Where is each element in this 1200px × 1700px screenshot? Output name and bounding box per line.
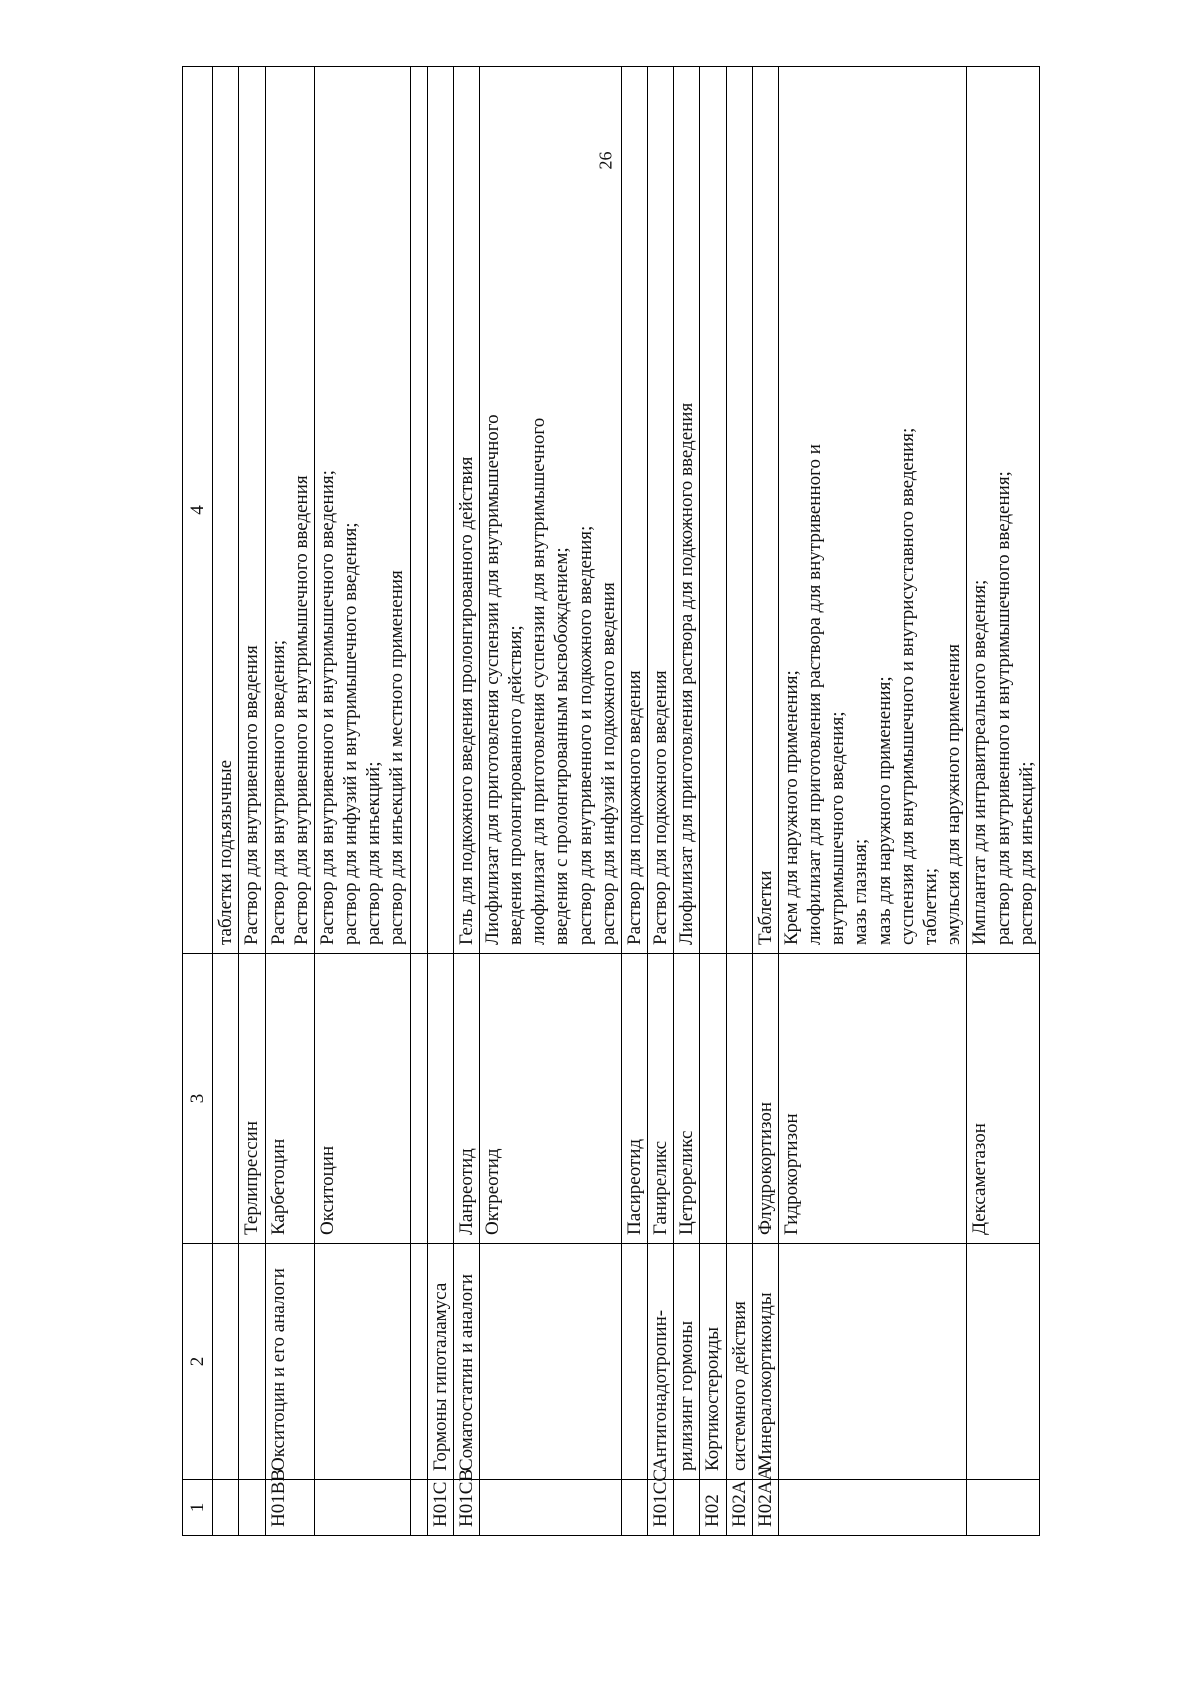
group-cell: Антигонадотропин- bbox=[648, 1244, 674, 1480]
dosage-form-line: раствор для инфузий и подкожного введения bbox=[597, 582, 619, 945]
group-cell: Гормоны гипоталамуса bbox=[427, 1244, 453, 1480]
dosage-form-line: Раствор для внутривенного и внутримышечного введения bbox=[290, 475, 312, 945]
group-cell bbox=[967, 1244, 1040, 1480]
dosage-forms-cell bbox=[479, 67, 621, 954]
atc-code-cell: H01CC bbox=[648, 1480, 674, 1536]
table-row bbox=[648, 67, 674, 1536]
group-cell bbox=[410, 1244, 427, 1480]
table-row bbox=[479, 67, 621, 1536]
group-cell bbox=[314, 1244, 410, 1480]
table-header-row bbox=[183, 67, 213, 1536]
atc-code-cell bbox=[479, 1480, 621, 1536]
table-row bbox=[726, 67, 752, 1536]
drug-name-cell bbox=[213, 954, 239, 1244]
dosage-form-line: раствор для инъекций; bbox=[363, 761, 385, 945]
dosage-form-line: лиофилизат для приготовления раствора для внутривенного и bbox=[804, 444, 826, 945]
atc-code-cell bbox=[314, 1480, 410, 1536]
dosage-forms-cell bbox=[752, 67, 778, 954]
group-cell bbox=[239, 1244, 265, 1480]
table-row bbox=[778, 67, 966, 1536]
dosage-form-line: Раствор для внутривенного введения; bbox=[267, 640, 289, 945]
dosage-forms-cell bbox=[674, 67, 700, 954]
group-cell: рилизинг гормоны bbox=[674, 1244, 700, 1480]
atc-code-cell bbox=[239, 1480, 265, 1536]
atc-code-cell bbox=[621, 1480, 647, 1536]
dosage-forms-cell bbox=[265, 67, 314, 954]
table-row bbox=[967, 67, 1040, 1536]
atc-code-cell bbox=[213, 1480, 239, 1536]
table-row bbox=[239, 67, 265, 1536]
dosage-form-line: раствор для инъекций; bbox=[1015, 761, 1037, 945]
dosage-form-line: Раствор для внутривенного и внутримышечного введения; bbox=[316, 470, 338, 945]
atc-code-cell: H02A bbox=[726, 1480, 752, 1536]
drug-name-cell: Окситоцин bbox=[314, 954, 410, 1244]
dosage-forms-cell bbox=[410, 67, 427, 954]
dosage-form-line: Гель для подкожного введения пролонгированного действия bbox=[455, 456, 477, 945]
dosage-form-line: суспензия для внутримышечного и внутрисуставного введения; bbox=[896, 427, 918, 945]
dosage-forms-cell bbox=[621, 67, 647, 954]
drug-name-cell: Терлипрессин bbox=[239, 954, 265, 1244]
dosage-form-line: мазь для наружного применения; bbox=[873, 676, 895, 945]
atc-code-cell: H01BB bbox=[265, 1480, 314, 1536]
dosage-form-line: Таблетки bbox=[754, 870, 776, 945]
dosage-form-line: раствор для инфузий и внутримышечного введения; bbox=[340, 522, 362, 945]
dosage-form-line: мазь глазная; bbox=[850, 838, 872, 945]
drug-name-cell bbox=[700, 954, 726, 1244]
drug-name-cell: Ганиреликс bbox=[648, 954, 674, 1244]
drug-table bbox=[182, 66, 1040, 1536]
dosage-forms-cell bbox=[726, 67, 752, 954]
page-number-text: 26 bbox=[595, 151, 616, 169]
group-cell bbox=[621, 1244, 647, 1480]
table-body bbox=[213, 67, 1040, 1536]
group-cell: системного действия bbox=[726, 1244, 752, 1480]
dosage-form-line: раствор для внутривенного и внутримышечного введения; bbox=[992, 471, 1014, 945]
atc-code-cell: H01CB bbox=[453, 1480, 479, 1536]
drug-name-cell bbox=[726, 954, 752, 1244]
dosage-form-line: Лиофилизат для приготовления раствора для подкожного введения bbox=[676, 402, 698, 945]
dosage-form-line: раствор для инъекций и местного применения bbox=[386, 570, 408, 945]
dosage-forms-cell bbox=[239, 67, 265, 954]
col-header-4: 4 bbox=[183, 67, 213, 954]
dosage-form-line: Раствор для подкожного введения bbox=[623, 670, 645, 945]
drug-name-cell: Октреотид bbox=[479, 954, 621, 1244]
drug-name-cell: Гидрокортизон bbox=[778, 954, 966, 1244]
dosage-forms-cell bbox=[778, 67, 966, 954]
atc-code-cell bbox=[410, 1480, 427, 1536]
rotated-table-container bbox=[182, 67, 1037, 1536]
table-row bbox=[314, 67, 410, 1536]
drug-name-cell bbox=[410, 954, 427, 1244]
col-header-1: 1 bbox=[183, 1480, 213, 1536]
dosage-form-line: введения пролонгированного действия; bbox=[505, 625, 527, 945]
atc-code-cell: H02 bbox=[700, 1480, 726, 1536]
dosage-form-line: таблетки; bbox=[919, 867, 941, 945]
drug-name-cell bbox=[427, 954, 453, 1244]
atc-code-cell bbox=[967, 1480, 1040, 1536]
table-row bbox=[265, 67, 314, 1536]
atc-code-cell bbox=[674, 1480, 700, 1536]
dosage-form-line: внутримышечного введения; bbox=[827, 711, 849, 945]
table-row bbox=[621, 67, 647, 1536]
group-cell: Окситоцин и его аналоги bbox=[265, 1244, 314, 1480]
group-cell bbox=[778, 1244, 966, 1480]
dosage-form-line: таблетки подъязычные bbox=[215, 759, 237, 945]
drug-name-cell: Дексаметазон bbox=[967, 954, 1040, 1244]
dosage-forms-cell bbox=[648, 67, 674, 954]
group-cell bbox=[479, 1244, 621, 1480]
group-cell bbox=[213, 1244, 239, 1480]
dosage-form-line: Лиофилизат для приготовления суспензии для внутримышечного bbox=[481, 414, 503, 945]
drug-name-cell: Цетрореликс bbox=[674, 954, 700, 1244]
table-row bbox=[700, 67, 726, 1536]
dosage-form-line: Раствор для подкожного введения bbox=[650, 670, 672, 945]
dosage-forms-cell bbox=[967, 67, 1040, 954]
dosage-form-line: Крем для наружного применения; bbox=[780, 670, 802, 945]
col-header-2: 2 bbox=[183, 1244, 213, 1480]
drug-name-cell: Ланреотид bbox=[453, 954, 479, 1244]
dosage-forms-cell bbox=[314, 67, 410, 954]
dosage-forms-cell bbox=[427, 67, 453, 954]
table-row bbox=[427, 67, 453, 1536]
dosage-forms-cell bbox=[700, 67, 726, 954]
dosage-form-line: Имплантат для интравитреального введения; bbox=[969, 579, 991, 945]
table-row bbox=[752, 67, 778, 1536]
table-row bbox=[674, 67, 700, 1536]
dosage-form-line: эмульсия для наружного применения bbox=[943, 644, 965, 945]
drug-name-cell: Флудрокортизон bbox=[752, 954, 778, 1244]
atc-code-cell: H02AA bbox=[752, 1480, 778, 1536]
dosage-form-line: лиофилизат для приготовления суспензии для внутримышечного bbox=[528, 417, 550, 945]
atc-code-cell: H01C bbox=[427, 1480, 453, 1536]
dosage-form-line: введения с пролонгированным высвобождением; bbox=[551, 547, 573, 945]
dosage-form-line: Раствор для внутривенного введения bbox=[241, 645, 263, 945]
table-row bbox=[453, 67, 479, 1536]
col-header-3: 3 bbox=[183, 954, 213, 1244]
group-cell: Соматостатин и аналоги bbox=[453, 1244, 479, 1480]
table-row bbox=[410, 67, 427, 1536]
table-row bbox=[213, 67, 239, 1536]
group-cell: Кортикостероиды bbox=[700, 1244, 726, 1480]
dosage-forms-cell bbox=[213, 67, 239, 954]
group-cell: Минералокортикоиды bbox=[752, 1244, 778, 1480]
dosage-form-line: раствор для внутривенного и подкожного введения; bbox=[574, 525, 596, 945]
drug-name-cell: Пасиреотид bbox=[621, 954, 647, 1244]
dosage-forms-cell bbox=[453, 67, 479, 954]
drug-name-cell: Карбетоцин bbox=[265, 954, 314, 1244]
atc-code-cell bbox=[778, 1480, 966, 1536]
